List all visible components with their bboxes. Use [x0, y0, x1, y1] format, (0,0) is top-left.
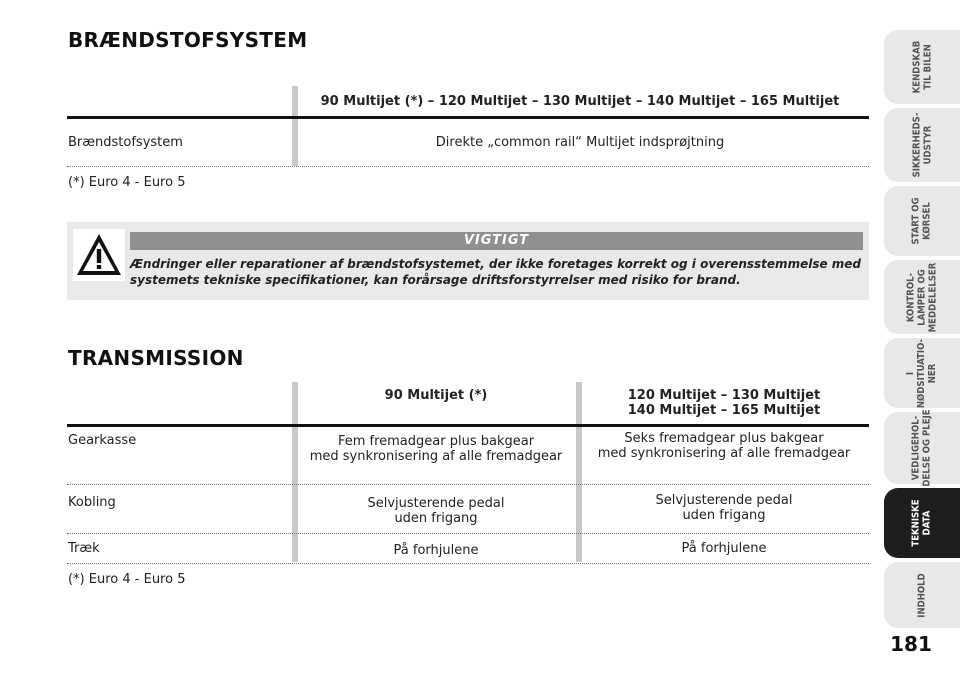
- warning-triangle-icon: [73, 229, 125, 281]
- table-header-rule: [67, 424, 869, 427]
- tab-start-og-korsel[interactable]: [884, 186, 960, 256]
- row-divider: [67, 533, 869, 534]
- transmission-col2-header-line2: 140 Multijet – 165 Multijet: [627, 403, 821, 418]
- warning-text: Ændringer eller reparationer af brændstofsystemet, der ikke foretages korrekt og i overensstemmelse med systemets tekniske specifikationer, kan forårsage driftsforstyrrelser med risiko for brand.: [130, 257, 862, 287]
- tab-vedligeholdelse[interactable]: [884, 409, 960, 487]
- tab-label: KENDSKAB TIL BILEN: [911, 40, 933, 94]
- tab-sikkerhedsudstyr[interactable]: [884, 108, 960, 182]
- section-title-fuel: BRÆNDSTOFSYSTEM: [68, 28, 308, 52]
- transmission-col2-header: [584, 388, 864, 418]
- value-line: Seks fremadgear plus bakgear: [624, 431, 824, 446]
- fuel-footnote: (*) Euro 4 - Euro 5: [68, 175, 186, 190]
- column-divider: [292, 382, 298, 562]
- transmission-row-value: [584, 431, 864, 461]
- tab-label: KONTROL- LAMPER OG MEDDELELSER: [905, 262, 939, 332]
- transmission-row-value: [584, 493, 864, 523]
- tab-tekniske-data[interactable]: [884, 488, 960, 558]
- transmission-row-label: Træk: [68, 541, 100, 556]
- tab-nodsituationer[interactable]: [884, 338, 960, 408]
- column-divider: [292, 86, 298, 166]
- row-divider: [67, 563, 869, 564]
- tab-label: INDHOLD: [916, 572, 928, 618]
- table-header-rule: [67, 116, 869, 119]
- tab-label: I NØDSITUATIO- NER: [905, 338, 939, 408]
- transmission-col1-header: 90 Multijet (*): [384, 388, 488, 403]
- value-line: med synkronisering af alle fremadgear: [309, 449, 563, 464]
- transmission-row-value: På forhjulene: [393, 543, 479, 558]
- tab-label: START OG KØRSEL: [910, 197, 933, 245]
- tab-kendskab-til-bilen[interactable]: [884, 30, 960, 104]
- transmission-row-label: Kobling: [68, 495, 116, 510]
- value-line: uden frigang: [394, 511, 478, 526]
- column-divider: [576, 382, 582, 562]
- value-line: Selvjusterende pedal: [367, 496, 505, 511]
- page-number: 181: [890, 632, 932, 656]
- fuel-row-label: Brændstofsystem: [68, 135, 183, 150]
- transmission-footnote: (*) Euro 4 - Euro 5: [68, 572, 186, 587]
- transmission-col2-header-line1: 120 Multijet – 130 Multijet: [627, 388, 821, 403]
- section-title-transmission: TRANSMISSION: [68, 346, 244, 370]
- row-divider: [67, 166, 869, 167]
- transmission-row-value: På forhjulene: [681, 541, 767, 556]
- row-divider: [67, 484, 869, 485]
- transmission-row-value: [300, 496, 572, 526]
- warning-title: VIGTIGT: [130, 232, 863, 250]
- tab-indhold[interactable]: [884, 562, 960, 628]
- tab-label: SIKKERHEDS- UDSTYR: [911, 112, 933, 178]
- tab-label: VEDLIGEHOL- DELSE OG PLEJE: [911, 409, 934, 487]
- value-line: med synkronisering af alle fremadgear: [597, 446, 851, 461]
- fuel-table-header: 90 Multijet (*) – 120 Multijet – 130 Multijet – 140 Multijet – 165 Multijet: [320, 94, 840, 109]
- value-line: uden frigang: [682, 508, 766, 523]
- value-line: Selvjusterende pedal: [655, 493, 793, 508]
- tab-kontrollamper[interactable]: [884, 260, 960, 334]
- transmission-row-value: [300, 434, 572, 464]
- fuel-row-value: Direkte „common rail“ Multijet indsprøjtning: [435, 135, 725, 150]
- value-line: Fem fremadgear plus bakgear: [337, 434, 535, 449]
- tab-label: TEKNISKE DATA: [911, 499, 933, 547]
- transmission-row-label: Gearkasse: [68, 433, 137, 448]
